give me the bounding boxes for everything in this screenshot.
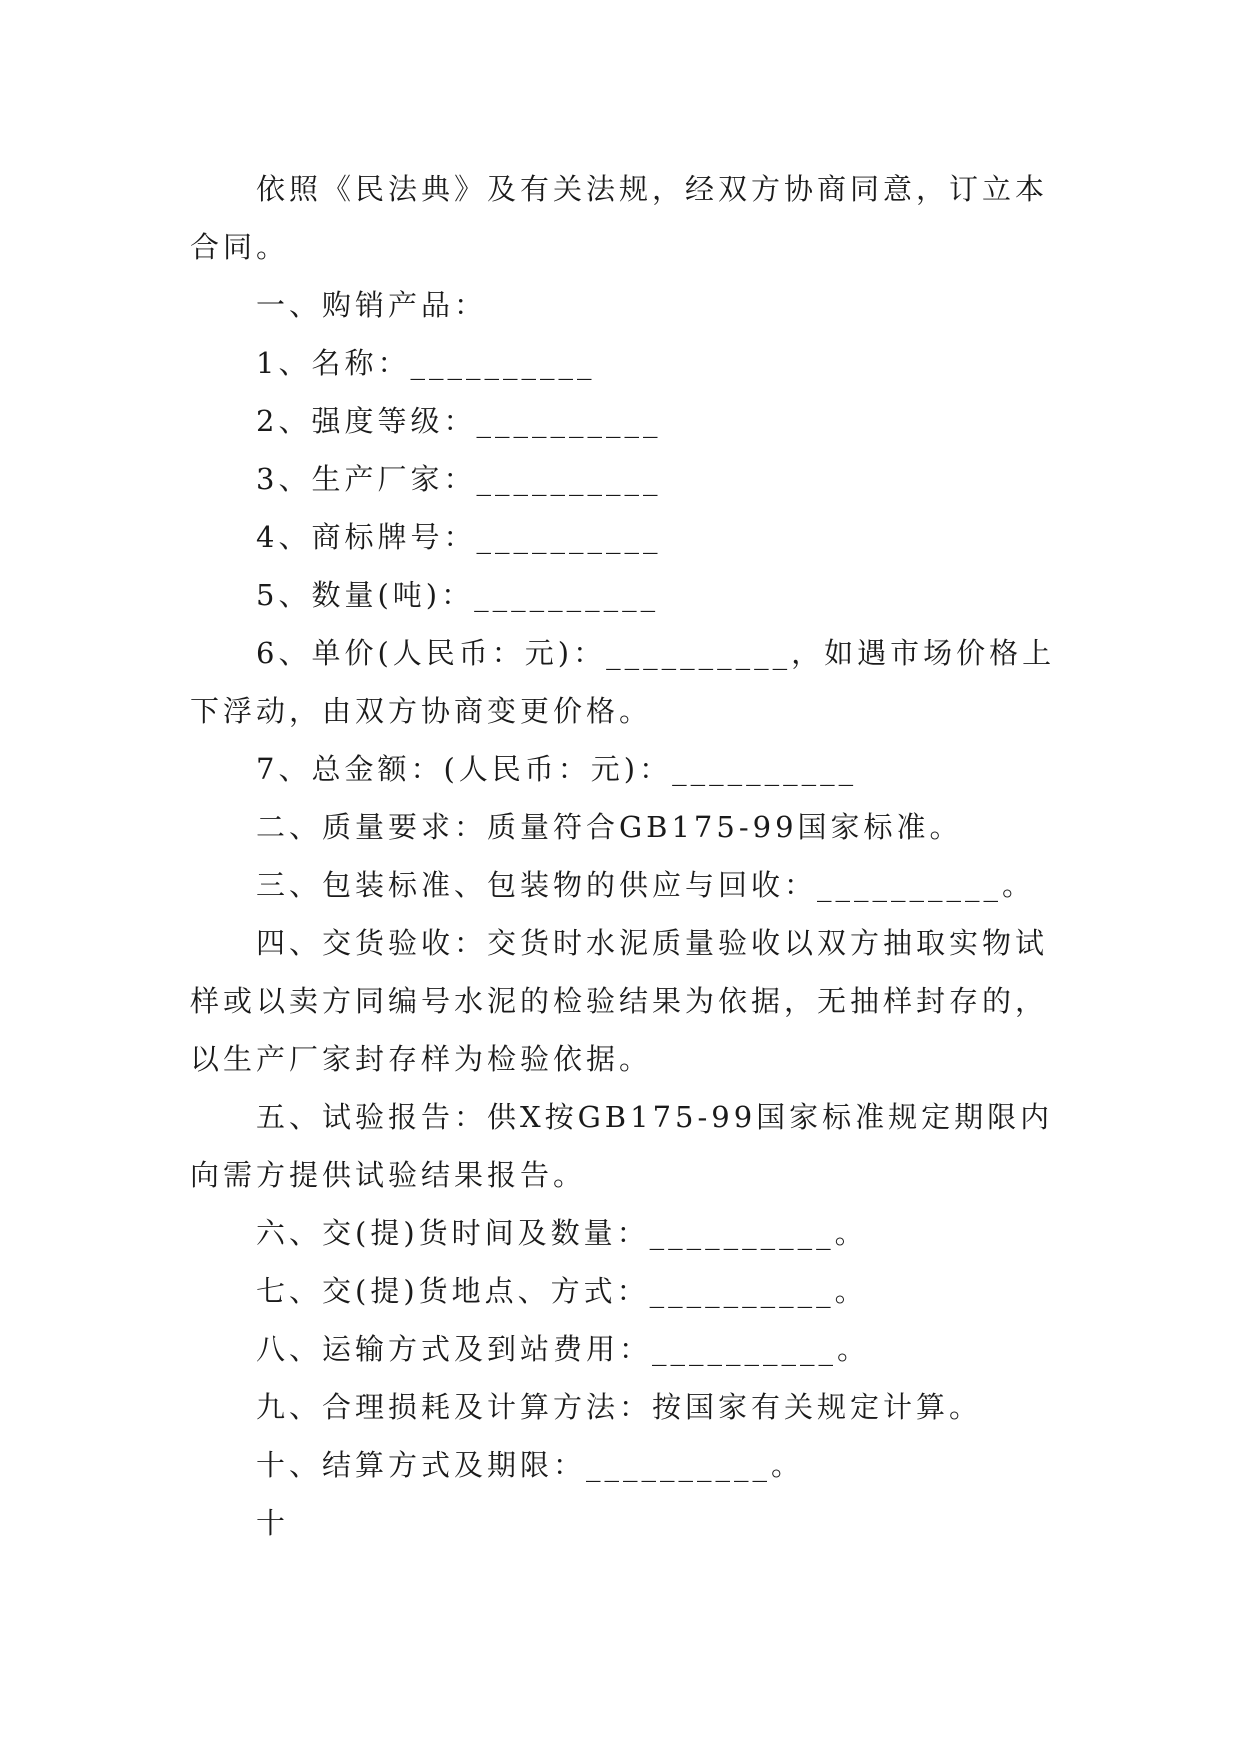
paragraph-section-1-heading: 一、购销产品：	[256, 288, 488, 322]
paragraph-section-10-settlement: 十、结算方式及期限：__________。	[256, 1448, 805, 1482]
paragraph-section-5-test-report: 五、试验报告：供X按GB175-99国家标准规定期限内向需方提供试验结果报告。	[190, 1100, 1054, 1192]
paragraph-item-name: 1、名称：__________	[256, 346, 596, 380]
paragraph-item-unit-price: 6、单价(人民币：元)：__________，如遇市场价格上下浮动，由双方协商变更价格。	[190, 636, 1056, 728]
paragraph-section-6-delivery-time: 六、交(提)货时间及数量：__________。	[256, 1216, 868, 1250]
paragraph-section-4-acceptance: 四、交货验收：交货时水泥质量验收以双方抽取实物试样或以卖方同编号水泥的检验结果为依据，无抽样封存的，以生产厂家封存样为检验依据。	[190, 926, 1049, 1076]
paragraph-item-strength-grade: 2、强度等级：__________	[256, 404, 662, 438]
paragraph-item-total-amount: 7、总金额：(人民币：元)：__________	[256, 752, 858, 786]
document-body	[190, 160, 1070, 1552]
paragraph-section-2-quality: 二、质量要求：质量符合GB175-99国家标准。	[256, 810, 963, 844]
paragraph-section-8-transport: 八、运输方式及到站费用：__________。	[256, 1332, 871, 1366]
paragraph-item-manufacturer: 3、生产厂家：__________	[256, 462, 662, 496]
paragraph-section-7-delivery-place: 七、交(提)货地点、方式：__________。	[256, 1274, 868, 1308]
paragraph-section-11-partial: 十	[256, 1506, 290, 1540]
paragraph-section-3-packaging: 三、包装标准、包装物的供应与回收：__________。	[256, 868, 1036, 902]
paragraph-preamble: 依照《民法典》及有关法规，经双方协商同意，订立本合同。	[190, 172, 1049, 264]
paragraph-item-brand: 4、商标牌号：__________	[256, 520, 662, 554]
paragraph-item-quantity: 5、数量(吨)：__________	[256, 578, 660, 612]
paragraph-section-9-loss: 九、合理损耗及计算方法：按国家有关规定计算。	[256, 1390, 983, 1424]
